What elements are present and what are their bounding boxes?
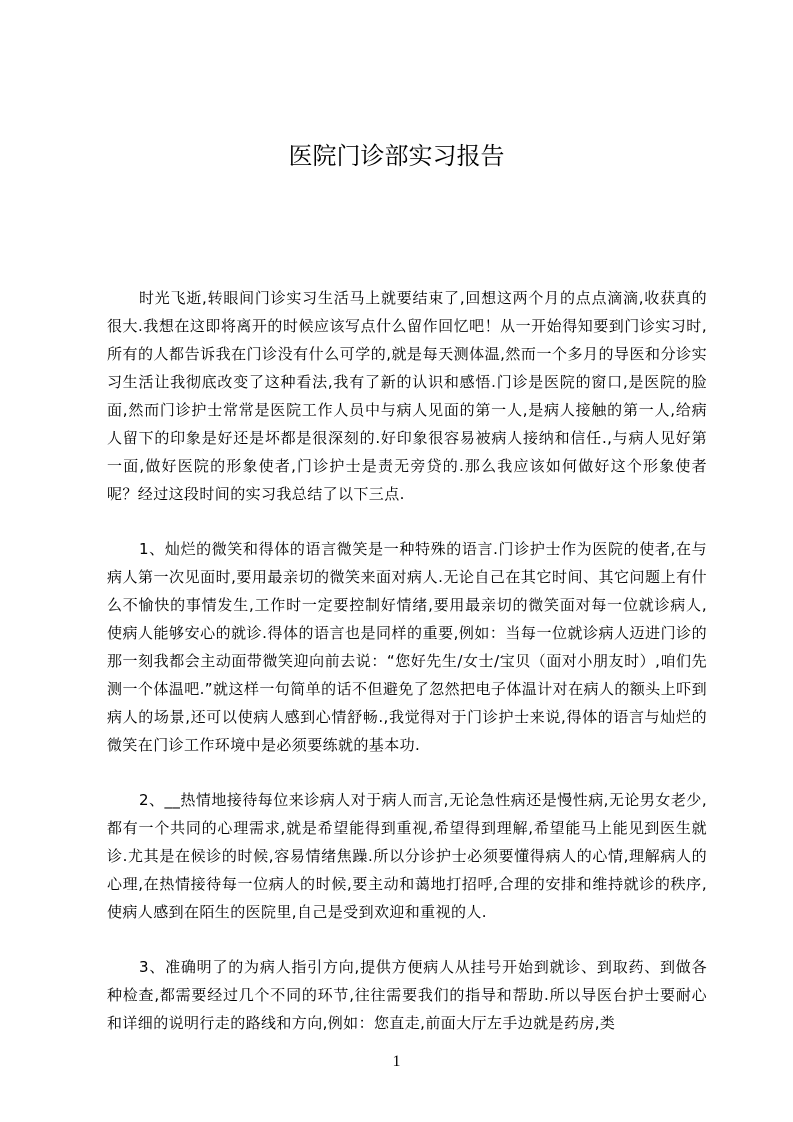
paragraph-point-2: 2、__热情地接待每位来诊病人对于病人而言,无论急性病还是慢性病,无论男女老少,都有一个共同的心理需求,就是希望能得到重视,希望得到理解,希望能马上能见到医生就诊.尤其是在候诊的时候,容易情绪焦躁.所以分诊护士必须要懂得病人的心情,理解病人的心理,在热情接待每一位病人的时候,要主动和蔼地打招呼,合理的安排和维持就诊的秩序,使病人感到在陌生的医院里,自己是受到欢迎和重视的人. [107,791,707,921]
page-title: 医院门诊部实习报告 [288,142,505,170]
paragraph-point-1: 1、灿烂的微笑和得体的语言微笑是一种特殊的语言.门诊护士作为医院的使者,在与病人第一次见面时,要用最亲切的微笑来面对病人.无论自己在其它时间、其它问题上有什么不愉快的事情发生,工作时一定要控制好情绪,要用最亲切的微笑面对每一位就诊病人,使病人能够安心的就诊.得体的语言也是同样的重要,例如：当每一位就诊病人迈进门诊的那一刻我都会主动面带微笑迎向前去说：“您好先生/女士/宝贝（面对小朋友时）,咱们先测一个体温吧.”就这样一句简单的话不但避免了忽然把电子体温计对在病人的额头上吓到病人的场景,还可以使病人感到心情舒畅.,我觉得对于门诊护士来说,得体的语言与灿烂的微笑在门诊工作环境中是必须要练就的基本功. [107,540,707,754]
report-body [107,284,707,1064]
paragraph-point-3: 3、准确明了的为病人指引方向,提供方便病人从挂号开始到就诊、到取药、到做各种检查,都需要经过几个不同的环节,往往需要我们的指导和帮助.所以导医台护士要耐心和详细的说明行走的路线和方向,例如：您直走,前面大厅左手边就是药房,类 [107,958,707,1032]
page-number: 1 [392,1053,401,1070]
paragraph-intro: 时光飞逝,转眼间门诊实习生活马上就要结束了,回想这两个月的点点滴滴,收获真的很大.我想在这即将离开的时候应该写点什么留作回忆吧！从一开始得知要到门诊实习时,所有的人都告诉我在门诊没有什么可学的,就是每天测体温,然而一个多月的导医和分诊实习生活让我彻底改变了这种看法,我有了新的认识和感悟.门诊是医院的窗口,是医院的脸面,然而门诊护士常常是医院工作人员中与病人见面的第一人,是病人接触的第一人,给病人留下的印象是好还是坏都是很深刻的.好印象很容易被病人接纳和信任.,与病人见好第一面,做好医院的形象使者,门诊护士是责无旁贷的.那么我应该如何做好这个形象使者呢？经过这段时间的实习我总结了以下三点. [107,289,707,503]
